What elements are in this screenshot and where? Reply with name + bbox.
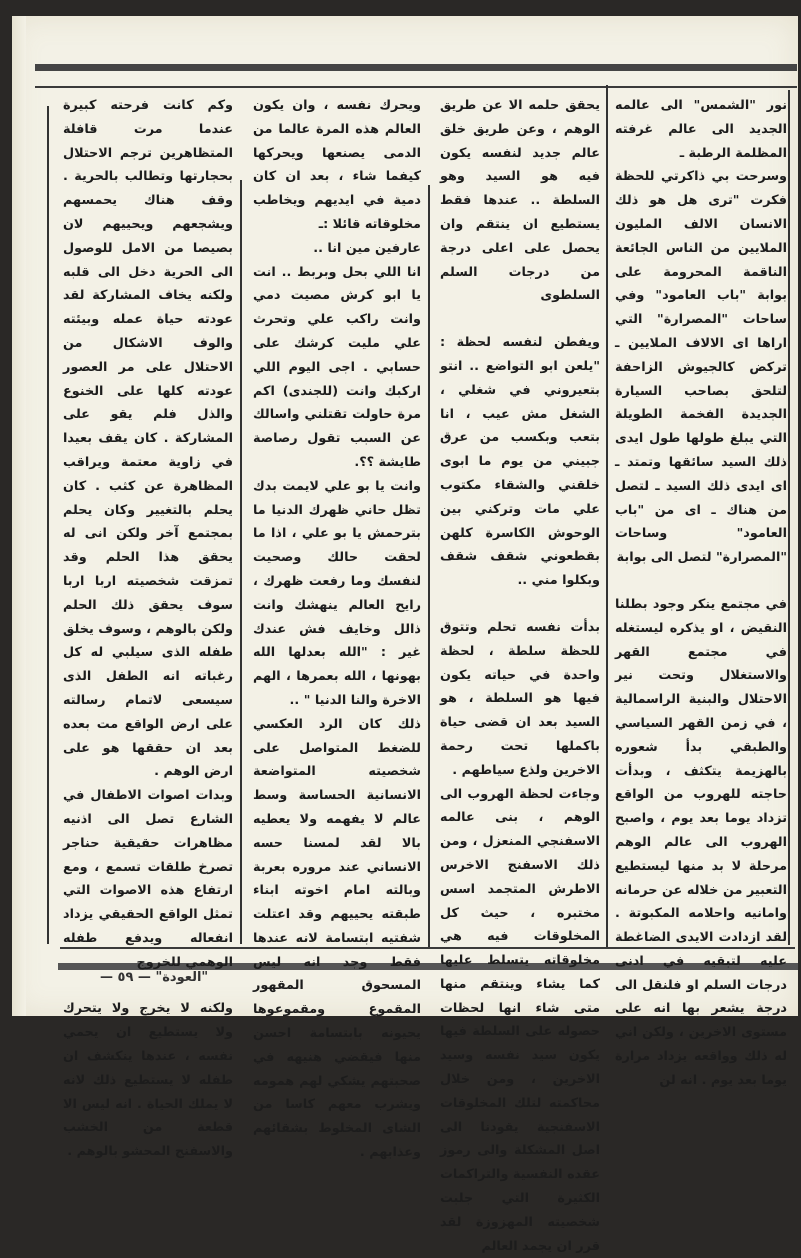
- paragraph: ويفطن لنفسه لحظة : "يلعن ابو التواضع .. انتو بتعيروني في شغلي ، الشغل مش عيب ، انا بتعب وبكسب من عرق جبيني من يوم ما ابوى خلقني والشقاء مكتوب علي مات وتركني بين الوحوش الكاسرة كلهن بقطعوني شقف شقف وبكلوا مني ..: [440, 335, 600, 589]
- paragraph: وسرحت بي ذاكرتي للحظة فكرت "ترى هل هو ذلك الانسان الالف المليون الملايين من الناس الجائعة الناقمة المحرومة على بوابة "باب العامود" وفي ساحات "المصرارة" التي اراها اى الالاف الملايين ـ تركض كالجيوش الزاحفة لتلحق بصاحب السيارة الجديدة الفخمة الطويلة التي يبلغ طولها طول ايدى ذلك السيد سائقها وتمتد ـ اى ايدى ذلك السيد ـ لتصل من هناك ـ اى من "باب العامود" وساحات "المصرارة" لتصل الى بوابة: [615, 169, 787, 566]
- paragraph: ذلك كان الرد العكسي للضغط المتواصل على شخصيته المتواضعة الانسانية الحساسة وسط عالم لا يفهمه ولا يعطيه بالا لقد لمسنا حسه الانساني عند مروره بعربة وبالته امام اخوته ابناء طبقته يحييهم وقد اعتلت شفتيه ابتسامة لانه عندها فقط وجد انه ليس المسحوق المقهور المقموع ومقموعوها يحيونه بابتسامة احسن منها فيقضي هنيهه في صحبتهم يشكي لهم همومه ويشرب معهم كاسا من الشاى المخلوط بشقائهم وعذابهم .: [253, 716, 421, 1161]
- paragraph: انا اللي بحل وبربط .. انت يا ابو كرش مصيت دمي وانت راكب علي وتحرث علي مليت كرشك على حسابي . اجى اليوم اللي اركبك وانت (للجندى) اكم مرة حاولت تقتلني واسالك عن السبب تقول رصاصة طايشة ؟؟.: [253, 264, 421, 470]
- text-column-3: [253, 94, 421, 1165]
- paragraph: ولكنه لا يخرج ولا يتحرك ولا يستطيع ان يحمي نفسه ، عندها ينكشف ان طفله لا يستطيع ذلك لانه لا يملك الحياة . انه ليس الا قطعة من الخشب والاسفنج المحشو بالوهم .: [63, 1001, 233, 1160]
- column-divider: [606, 85, 608, 947]
- paragraph: ويحرك نفسه ، وان يكون العالم هذه المرة عالما من الدمى يصنعها ويحركها كيفما شاء ، بعد ان كان دمية في ايديهم ويخاطب مخلوقاته قائلا :ـ: [253, 98, 421, 232]
- paragraph: في مجتمع ينكر وجود بطلنا النقيض ، او يذكره ليستغله في مجتمع القهر والاستغلال وتحت نير الاحتلال والبنية الراسمالية ، في زمن القهر السياسي والطبقي بدأ شعوره بالهزيمة يتكثف ، وبدأت حاجته للهروب من الواقع تزداد يوما بعد يوم ، واصبح الهروب الى عالم الوهم مرحلة لا بد منها ليستطيع التعبير من خلاله عن حرمانه وامانيه واحلامه المكبوتة . لقد ازدادت الايدى الضاغطة عليه لتبقيه في ادنى درجات السلم او فلنقل الى درجة يشعر بها انه على مستوى الاخرين ، ولكن اني له ذلك وواقعه يزداد مرارة يوما بعد يوم . انه لن: [615, 596, 787, 1088]
- column-divider-right-border: [788, 90, 790, 945]
- paragraph: وجاءت لحظة الهروب الى الوهم ، بنى عالمه الاسفنجي المنعزل ، ومن ذلك الاسفنج الاخرس الاطرش المتجمد اسس مختبره ، حيث كل المخلوقات فيه هي مخلوقاته يتسلط عليها كما يشاء وينتقم منها متى شاء انها لحظات حصوله على السلطة فيها يكون سيد نفسه وسيد الاخرين ، ومن خلال محاكمته لتلك المخلوقات الاسفنجية يقودنا الى اصل المشكلة والى رموز عقده النفسية والتراكمات الكثيرة التي جلبت شخصيته المهزوزة لقد قرر ان يجمد العالم: [440, 786, 600, 1254]
- paragraph: وكم كانت فرحته كبيرة عندما مرت قافلة المتظاهرين ترجم الاحتلال بحجارتها وتطالب بالحرية . وقف هناك يحمسهم ويشجعهم ويحييهم لان بصيصا من الامل للوصول الى الحرية دخل الى قلبه ولكنه يخاف المشاركة لقد عودته حياة عمله وبيئته والوف الاشكال من الاحتلال على مر العصور عودته كلها على الخنوع والذل فلم يقو على المشاركة . كان يقف بعيدا في زاوية معتمة ويراقب المظاهرة عن كثب . كان يحلم بالتغيير وكان يحلم بمجتمع آخر ولكن انى له يحقق هذا الحلم وقد تمزقت شخصيته اربا اربا سوف يحقق ذلك الحلم ولكن بالوهم ، وسوف يخلق طفله الذى سيلبي له كل رغباته انه الطفل الذى سيسعى لاتمام رسالته على ارض الواقع مت بعده بعد ان حققها هو على ارض الوهم .: [63, 98, 233, 780]
- top-thick-rule: [35, 64, 797, 71]
- paragraph: عارفين مين انا ..: [313, 240, 421, 256]
- text-column-4: [63, 94, 233, 1164]
- paragraph: يحقق حلمه الا عن طريق الوهم ، وعن طريق خلق عالم جديد لنفسه يكون فيه هو السيد وهو السلطة .. عندها فقط يستطيع ان ينتقم وان يحصل على اعلى درجة من درجات السلم السلطوى: [440, 98, 600, 304]
- page-fold-shadow: [12, 16, 26, 1016]
- column-divider: [428, 185, 430, 947]
- text-column-1: [615, 94, 787, 1093]
- column-divider-left-border: [47, 106, 49, 944]
- page-footer: "العودة" — ٥٩ —: [100, 970, 209, 985]
- paragraph: وانت يا بو علي لايمت بدك تظل حاني ظهرك الدنيا ما بترحمش يا بو علي ، اذا ما لحقت حالك وصحيت لنفسك وما رفعت ظهرك ، رايح العالم ينهشك وانت ذالل وخايف فش عندك غير : "الله بعدلها الله بهونها ، الله بعمرها ، الهم الاخرة والنا الدنيا " ..: [253, 478, 421, 708]
- paragraph: نور "الشمس" الى عالمه الجديد الى عالم غرفته المظلمة الرطبة ـ: [615, 98, 787, 161]
- paragraph: وبدات اصوات الاطفال في الشارع تصل الى اذنيه مظاهرات حقيقية حناجر تصرخ طلقات تسمع ، ومع ارتفاع هذه الاصوات التي تمثل الواقع الحقيقي يزداد انفعاله ويدفع طفله الوهمي للخروج: [63, 788, 233, 970]
- paragraph: بدأت نفسه تحلم وتتوق للحظة سلطة ، لحظة واحدة في حياته يكون فيها هو السلطة ، هو السيد بعد ان قضى حياة باكملها تحت رحمة الاخرين ولذع سياطهم .: [440, 619, 600, 778]
- top-thin-rule: [35, 86, 797, 88]
- text-column-2: [440, 94, 600, 1258]
- column-divider: [240, 180, 242, 944]
